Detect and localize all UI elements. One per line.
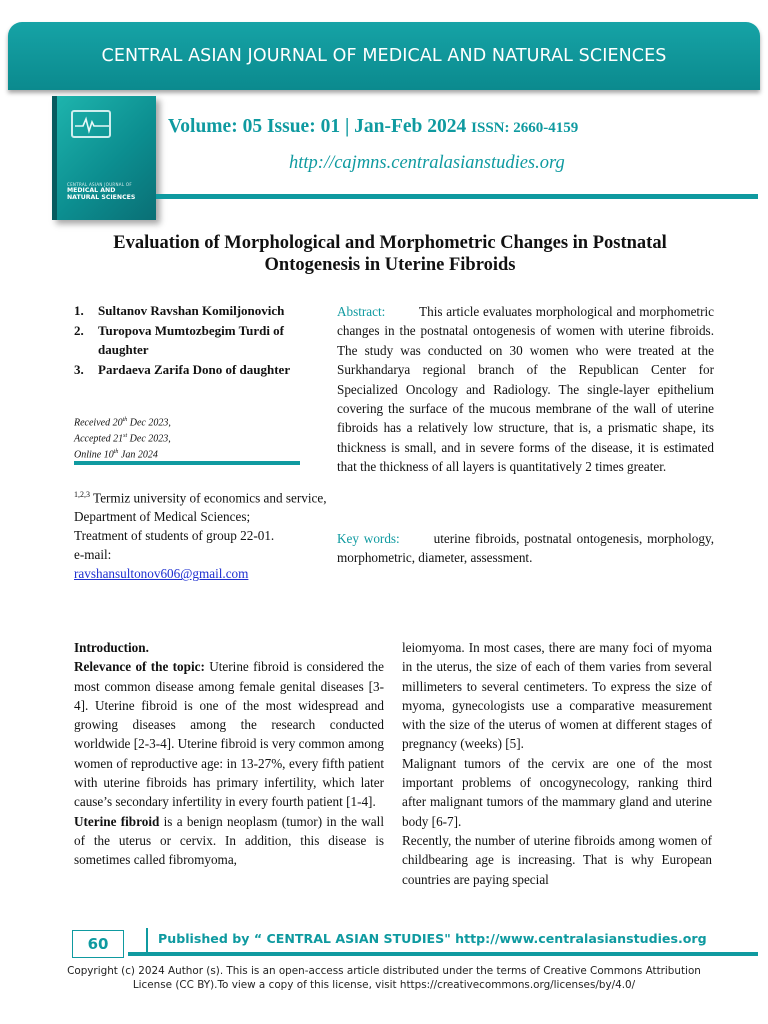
author-name: Turopova Mumtozbegim Turdi of daughter [98,322,285,358]
affiliation-line-2: Department of Medical Sciences; [74,509,251,525]
author-item [74,321,336,360]
header-divider [156,194,758,199]
cover-spine [52,96,57,220]
right-paragraph-1: leiomyoma. In most cases, there are many foci of myoma in the uterus, the size of each of them varies from several millimeters to several centimeters. To express the size of myoma, gynecologists use a comparative measurement with the size of the uterus of women at different stages of pregnancy (weeks) [5]. [402,640,712,752]
right-paragraph-3: Recently, the number of uterine fibroids among women of childbearing age is increasing. That is why European countries are paying special [402,832,712,887]
cover-title [67,182,157,201]
cover-line-1: CENTRAL ASIAN JOURNAL OF [67,182,132,187]
paper-title [70,232,710,276]
keywords-label: Key words: [337,531,400,546]
received-date: Received 20th Dec 2023, [74,417,171,429]
author-name: Pardaeva Zarifa Dono of daughter [98,361,291,377]
author-item [74,360,336,380]
article-dates [74,414,171,462]
volume-line: Volume: 05 Issue: 01 | Jan-Feb 2024 [168,116,467,137]
affiliation [74,485,336,583]
issn: ISSN: 2660-4159 [471,120,579,136]
fibroid-text: is a benign neoplasm (tumor) in the wall of the uterus or cervix. In addition, this disease is sometimes called fibromyoma, [74,813,384,868]
affiliation-line-4: e-mail: [74,547,112,563]
affiliation-line-3: Treatment of students of group 22-01. [74,528,275,544]
title-line-2: Ontogenesis in Uterine Fibroids [264,255,516,275]
cover-line-3: NATURAL SCIENCES [67,194,136,201]
keywords-text: uterine fibroids, postnatal ontogenesis, morphology, morphometric, diameter, assessment. [337,531,714,566]
copyright-notice: Copyright (c) 2024 Author (s). This is an open-access article distributed under the terms of Creative Commons Attribution License (CC BY).To view a copy of this license, visit https://creativecommons.org/licenses/by/4.0/ [67,965,701,991]
author-item [74,301,336,321]
author-list [74,301,336,379]
relevance-label: Relevance of the topic: [74,659,205,675]
cover-line-2: MEDICAL AND [67,187,116,194]
journal-name: CENTRAL ASIAN JOURNAL OF MEDICAL AND NATURAL SCIENCES [101,46,667,66]
body-column-left [74,638,384,870]
journal-cover-image [52,96,156,220]
author-number: 1. [74,303,84,318]
online-date: Online 10th Jan 2024 [74,448,158,461]
abstract-text: This article evaluates morphological and morphometric changes in the postnatal ontogenesis of women with uterine fibroids. The study was conducted on 30 women who were treated at the Surkhandarya regional branch of the Republican Center for Specialized Oncology and Radiology. The single-layer epithelium covering the surface of the mucous membrane of the wall of uterine fibroids has a relatively low structure, that is, a prismatic shape, its thickness is small, and in severe forms of the disease, it is estimated that the thickness of all layers is quantitatively 2 times greater. [337,304,715,475]
relevance-paragraph [74,657,384,811]
relevance-text: Uterine fibroid is considered the most common disease among female genital diseases [3-4]. Uterine fibroid is one of the most widespread and growing diseases among the research conducted worldwide [2-3-4]. Uterine fibroid is very common among women of reproductive age: in 13-27%, every fifth patient with uterine fibroids has primary infertility, which later cause’s secondary infertility in every fourth patient [1-4]. [74,659,385,810]
fibroid-label: Uterine fibroid [74,813,160,829]
introduction-heading: Introduction. [74,640,149,655]
abstract-label: Abstract: [337,304,386,319]
fibroid-paragraph [74,812,384,870]
accepted-date: Accepted 21st Dec 2023, [74,432,171,445]
author-number: 2. [74,322,84,338]
affiliation-line-1: Termiz university of economics and service, [90,490,327,506]
heartbeat-monitor-icon [71,110,111,138]
affiliation-sup: 1,2,3 [74,490,90,499]
author-email-link[interactable]: ravshansultonov606@gmail.com [74,566,249,582]
body-column-right [402,638,712,889]
footer-divider [128,952,758,956]
journal-url[interactable]: http://cajmns.centralasianstudies.org [289,153,565,173]
footer-vertical-divider [146,928,148,954]
page-number: 60 [72,930,124,958]
author-number: 3. [74,361,84,377]
abstract [337,302,714,477]
publisher-line[interactable]: Published by “ CENTRAL ASIAN STUDIES" http://www.centralasianstudies.org [158,931,707,946]
dates-divider [74,461,300,465]
journal-banner [8,22,760,90]
author-name: Sultanov Ravshan Komiljonovich [98,303,285,318]
title-line-1: Evaluation of Morphological and Morphometric Changes in Postnatal [113,233,667,253]
keywords [337,529,714,568]
volume-issue [168,116,728,138]
right-paragraph-2: Malignant tumors of the cervix are one of the most important problems of oncogynecology, ranking third after malignant tumors of the mammary gland and uterine body [6-7]. [402,755,712,829]
